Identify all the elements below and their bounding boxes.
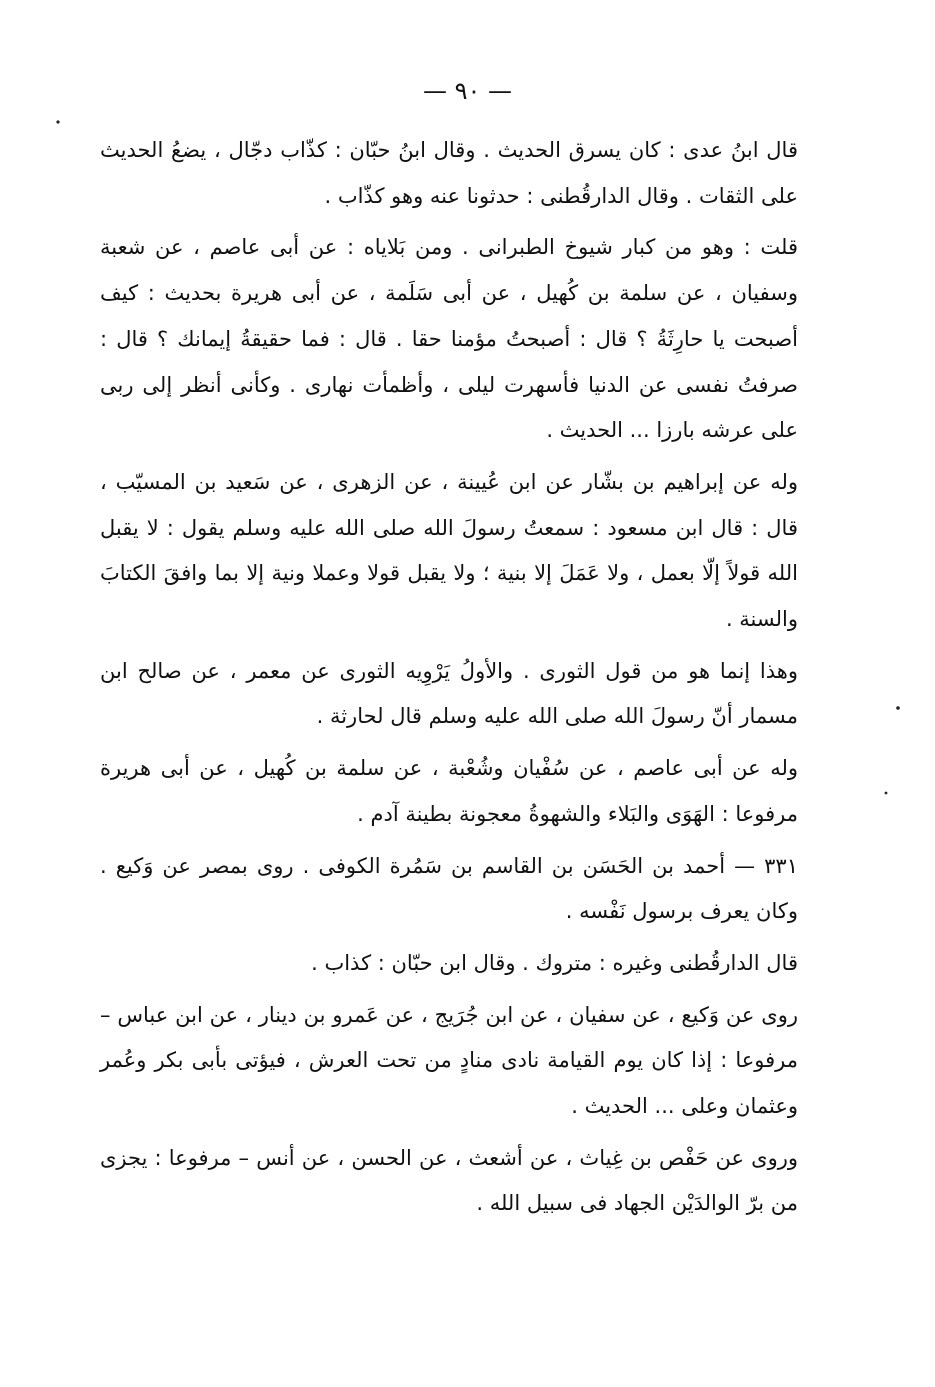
paragraph-5: وله عن أبى عاصم ، عن سُفْيان وشُعْبة ، عن سلمة بن كُهيل ، عن أبى هريرة مرفوعا : الهَوَى والبَلاء والشهوةُ معجونة بطينة آدم . [100, 756, 798, 826]
page-body [100, 128, 798, 1233]
paragraph-8: روى عن وَكيع ، عن سفيان ، عن ابن جُرَيج ، عن عَمرو بن دينار ، عن ابن عباس – مرفوعا : إذا كان يوم القيامة نادى منادٍ من تحت العرش ، فيؤتى بأبى بكر وعُمر وعثمان وعلى ... الحديث . [100, 1002, 798, 1119]
page-number: — ٩٠ — [422, 77, 513, 105]
entry-331-heading: ٣٣١ — أحمد بن الحَسَن بن القاسم بن سَمُرة الكوفى . روى بمصر عن وَكيع . وكان يعرف برسول نَفْسه . [100, 853, 798, 924]
speck-margin-right-2 [885, 792, 888, 795]
paragraph-4: وهذا إنما هو من قول الثورى . والأولُ يَرْوِيه الثورى عن معمر ، عن صالح ابن مسمار أنّ رسولَ الله صلى الله عليه وسلم قال لحارثة . [100, 658, 798, 729]
paragraph-2: قلت : وهو من كبار شيوخ الطبرانى . ومن بَلاياه : عن أبى عاصم ، عن شعبة وسفيان ، عن سلمة بن كُهيل ، عن أبى سَلَمة ، عن أبى هريرة بحديث : كيف أصبحت يا حارِثَةُ ؟ قال : أصبحتُ مؤمنا حقا . قال : فما حقيقةُ إيمانك ؟ قال : صرفتُ نفسى عن الدنيا فأسهرت ليلى ، وأظمأت نهارى . وكأنى أنظر إلى ربى على عرشه بارزا ... الحديث . [100, 235, 798, 443]
speck-top-left [56, 120, 59, 123]
speck-margin-right [896, 706, 900, 710]
paragraph-9: وروى عن حَفْص بن غِياث ، عن أشعث ، عن الحسن ، عن أنس – مرفوعا : يجزى من برّ الوالدَيْن الجهاد فى سبيل الله . [100, 1145, 798, 1216]
paragraph-1: قال ابنُ عدى : كان يسرق الحديث . وقال ابنُ حبّان : كذّاب دجّال ، يضعُ الحديث على الثقات . وقال الدارقُطنى : حدثونا عنه وهو كذّاب . [100, 138, 798, 208]
paragraph-7: قال الدارقُطنى وغيره : متروك . وقال ابن حبّان : كذاب . [311, 950, 798, 975]
paragraph-3: وله عن إبراهيم بن بشّار عن ابن عُيينة ، عن الزهرى ، عن سَعيد بن المسيّب ، قال : قال ابن مسعود : سمعتُ رسولَ الله صلى الله عليه وسلم يقول : لا يقبل الله قولاً إلّا بعمل ، ولا عَمَلَ إلا بنية ؛ ولا يقبل قولا وعملا ونية إلا بما وافقَ الكتابَ والسنة . [100, 469, 798, 632]
